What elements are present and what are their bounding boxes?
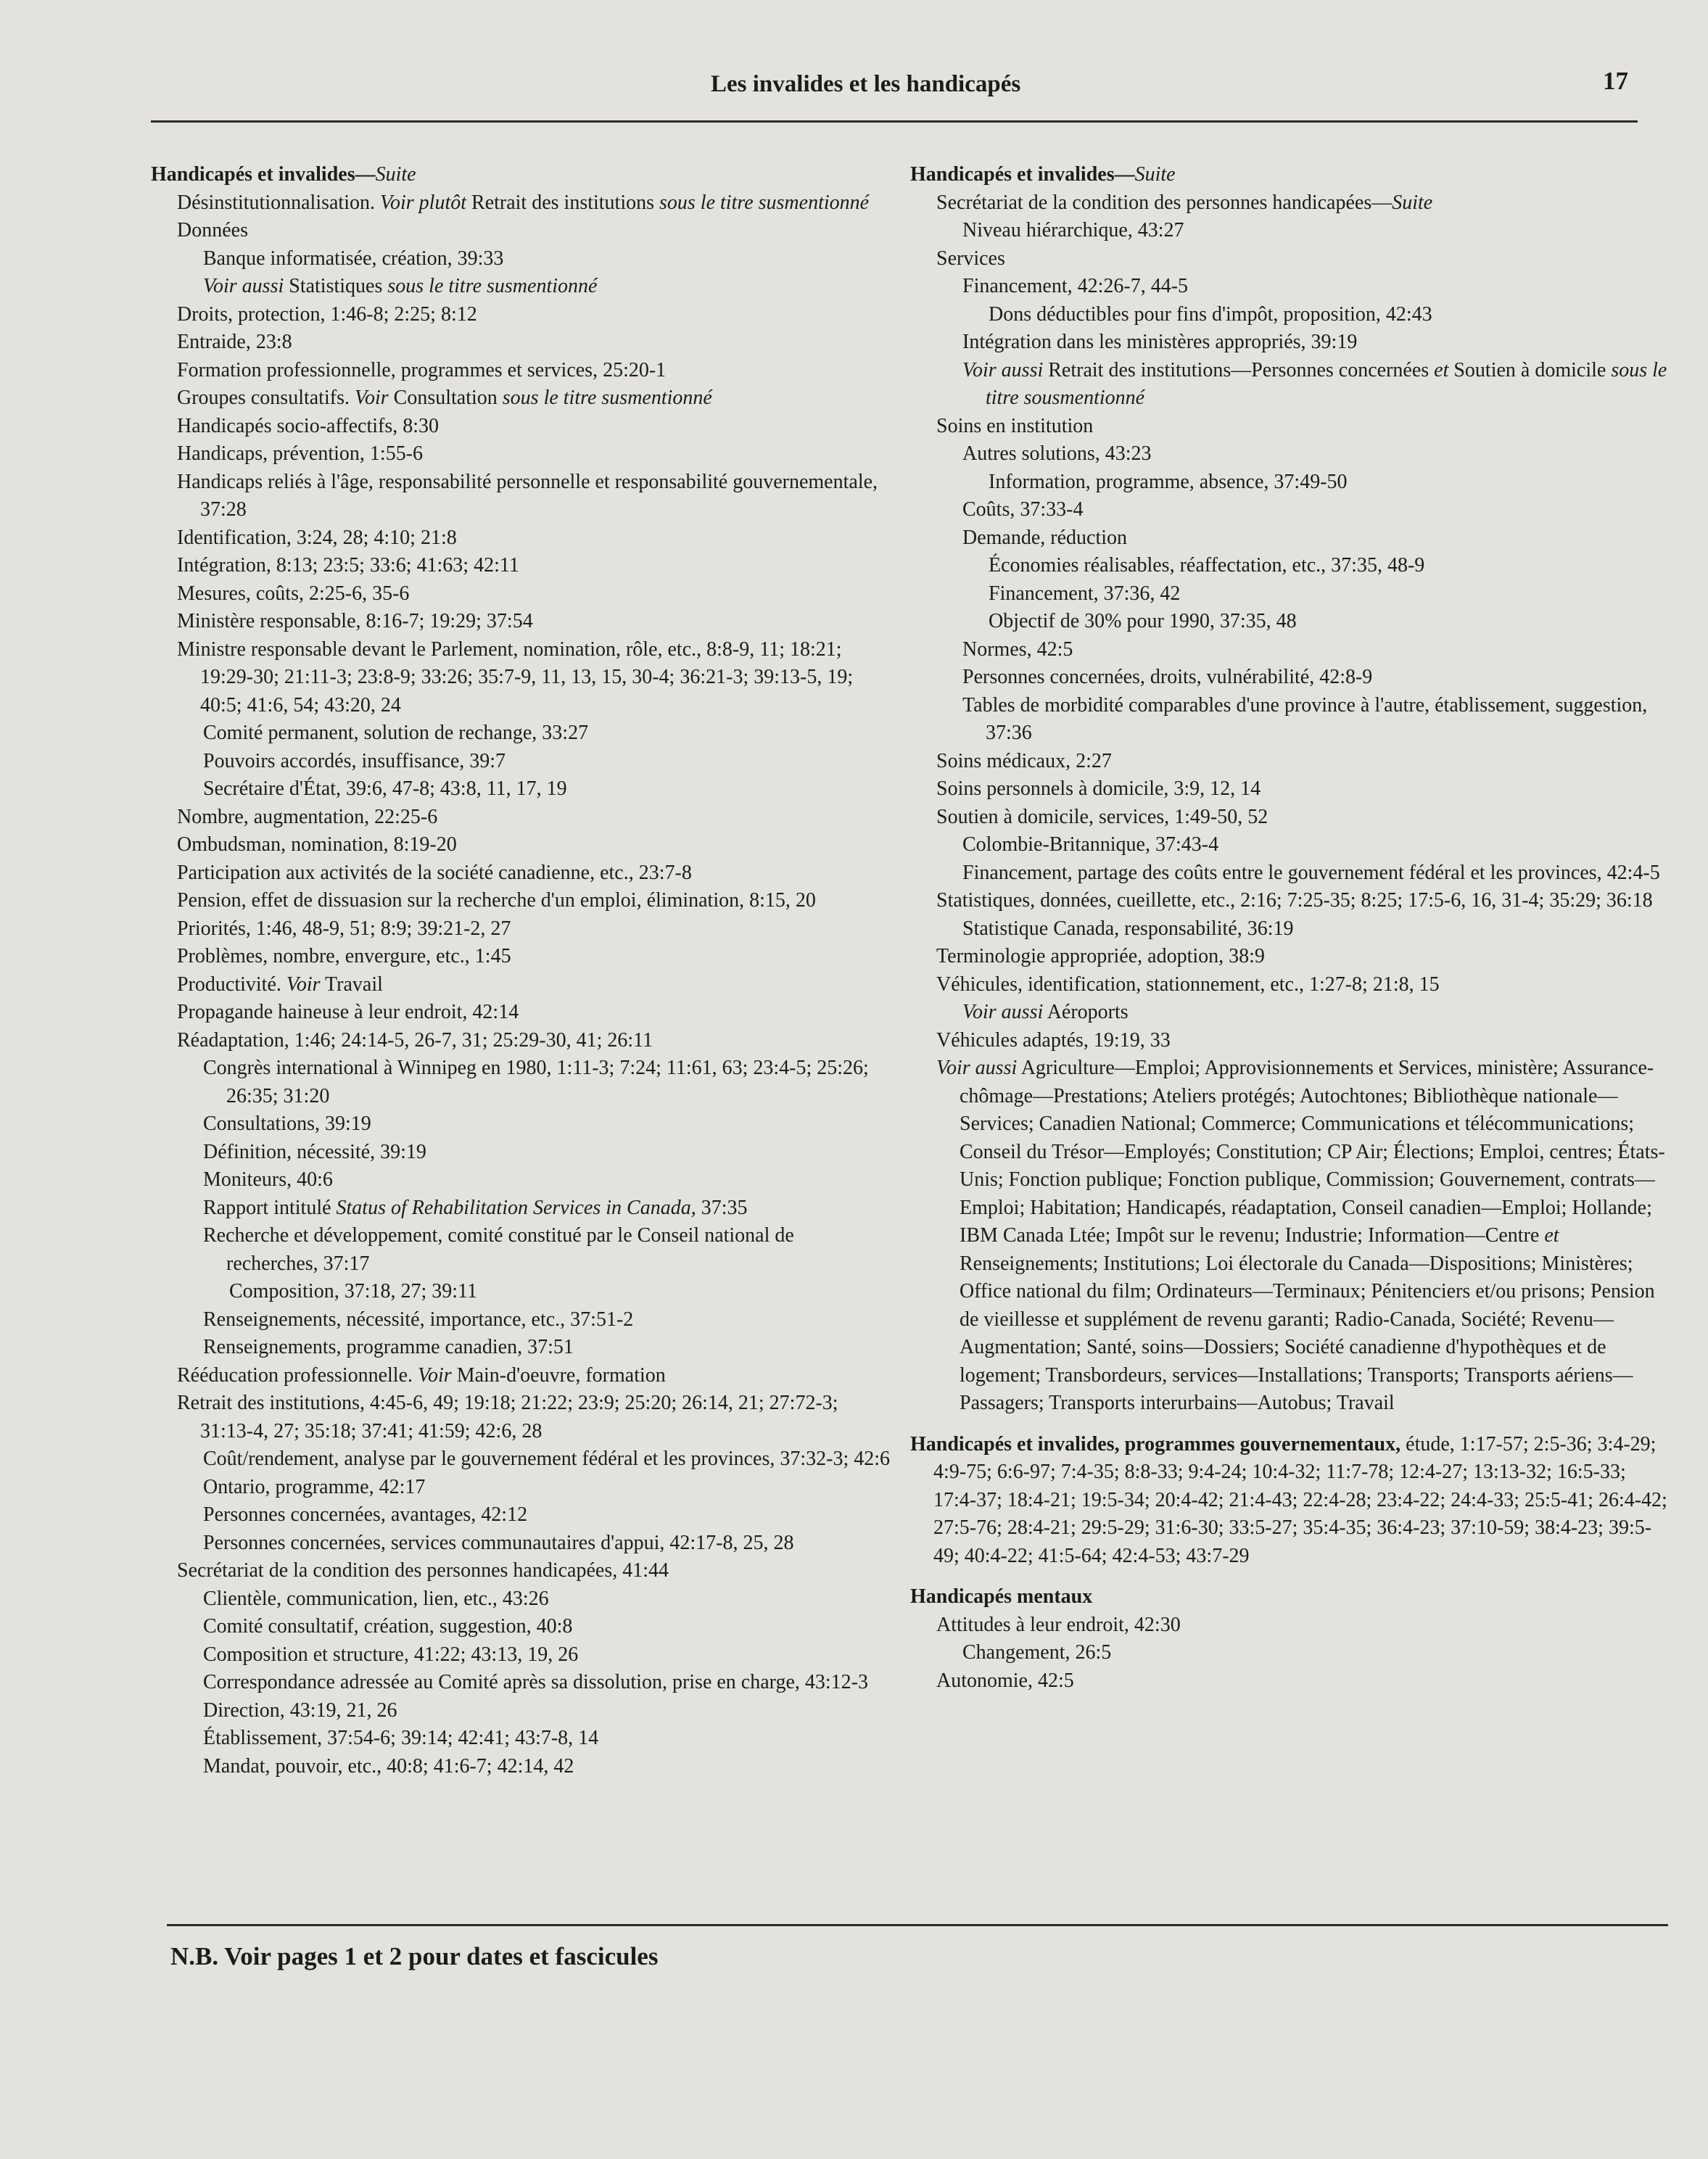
index-entry-text: Mandat, pouvoir, etc., 40:8; 41:6-7; 42:14, 42 (203, 1754, 574, 1778)
index-entry-text: Clientèle, communication, lien, etc., 43:26 (203, 1587, 549, 1610)
index-entry (151, 189, 891, 218)
index-entry (910, 524, 1668, 553)
index-entry-text: Établissement, 37:54-6; 39:14; 42:41; 43:7-8, 14 (203, 1727, 599, 1749)
index-entry-text: Ministre responsable devant le Parlement, nomination, rôle, etc., 8:8-9, 11; 18:21; 19:29-30; 21:11-3; 23:8-9; 33:26; 35:7-9, 11, 13, 15, 30-4; 36:21-3; 39:13-5, 19; 40:5; 41:6, 54; 43:20, 24 (177, 637, 854, 717)
index-entry (151, 357, 891, 385)
index-entry (151, 1725, 891, 1753)
index-entry-text: Véhicules adaptés, 19:19, 33 (936, 1028, 1171, 1052)
page-number: 17 (1603, 67, 1628, 95)
index-entry (151, 1222, 891, 1278)
index-entry-text: Ontario, programme, 42:17 (203, 1475, 426, 1498)
index-entry-text: Statistiques, données, cueillette, etc., 2:16; 7:25-35; 8:25; 17:5-6, 16, 31-4; 35:29; 36:18 (936, 889, 1653, 912)
index-entry (151, 1753, 891, 1781)
index-entry-text: Status of Rehabilitation Services in Canada, (336, 1196, 696, 1219)
index-entry (151, 580, 891, 608)
index-entry (151, 915, 891, 944)
index-entry-text: Définition, nécessité, 39:19 (203, 1140, 426, 1163)
index-entry (910, 943, 1668, 971)
index-entry-text: Problèmes, nombre, envergure, etc., 1:45 (177, 945, 511, 967)
index-entry (151, 943, 891, 971)
index-entry (910, 1054, 1668, 1418)
index-entry (151, 1530, 891, 1558)
index-entry-text: Normes, 42:5 (962, 637, 1073, 661)
index-entry (151, 245, 891, 273)
index-entry-text: Financement, partage des coûts entre le gouvernement fédéral et les provinces, 42:4-5 (962, 861, 1660, 884)
index-entry-text: Soutien à domicile (1448, 358, 1612, 381)
index-entry-text: Financement, 42:26-7, 44-5 (962, 275, 1189, 297)
index-entry (151, 1641, 891, 1669)
index-entry (151, 1501, 891, 1530)
index-entry (151, 636, 891, 720)
index-entry-text: sous le titre susmentionné (502, 387, 712, 409)
index-entry (151, 1166, 891, 1194)
index-entry (151, 804, 891, 832)
index-entry-text: Direction, 43:19, 21, 26 (203, 1698, 397, 1722)
index-entry-text: Droits, protection, 1:46-8; 2:25; 8:12 (177, 302, 477, 326)
index-entry-text: Voir aussi (203, 275, 284, 297)
index-entry (910, 971, 1668, 999)
index-entry (151, 1194, 891, 1223)
index-entry-text: Handicapés et invalides— (910, 163, 1135, 186)
index-entry (910, 608, 1668, 636)
index-entry-text: Ministère responsable, 8:16-7; 19:29; 37:54 (177, 610, 533, 632)
index-entry-text: Correspondance adressée au Comité après sa dissolution, prise en charge, 43:12-3 (203, 1671, 868, 1693)
index-entry-text: Renseignements, nécessité, importance, etc., 37:51-2 (203, 1308, 634, 1331)
index-entry-text: Pension, effet de dissuasion sur la recherche d'un emploi, élimination, 8:15, 20 (177, 889, 816, 912)
index-entry-text: Aéroports (1043, 1001, 1129, 1023)
index-entry (151, 1390, 891, 1445)
index-entry-text: Travail (320, 973, 383, 996)
index-entry (151, 440, 891, 468)
index-entry-text: Renseignements, programme canadien, 37:51 (203, 1336, 574, 1358)
index-entry-text: Soins médicaux, 2:27 (936, 749, 1112, 772)
index-entry-text: Suite (1392, 191, 1433, 214)
index-entry-text: Pouvoirs accordés, insuffisance, 39:7 (203, 749, 506, 772)
index-entry-text: Participation aux activités de la société canadienne, etc., 23:7-8 (177, 861, 692, 884)
index-entry-text: Banque informatisée, création, 39:33 (203, 247, 504, 270)
footer-rule (167, 1924, 1668, 1926)
index-entry (910, 468, 1668, 497)
index-entry-text: sous le titre susmentionné (659, 191, 870, 214)
index-entry (151, 413, 891, 441)
header-rule (151, 120, 1638, 123)
index-entry-text: et (1544, 1224, 1559, 1247)
index-entry-text: Consultations, 39:19 (203, 1112, 371, 1135)
index-entry (151, 971, 891, 999)
index-entry-text: Handicaps reliés à l'âge, responsabilité personnelle et responsabilité gouvernementale, 37:28 (177, 470, 878, 521)
index-entry (910, 1611, 1668, 1640)
index-entry (151, 468, 891, 524)
index-entry-text: Demande, réduction (962, 526, 1128, 549)
index-entry-text: Handicaps, prévention, 1:55-6 (177, 442, 424, 465)
index-entry-text: Mesures, coûts, 2:25-6, 35-6 (177, 582, 410, 605)
index-entry (910, 859, 1668, 888)
index-entry (910, 161, 1668, 189)
index-entry (910, 831, 1668, 859)
index-entry-text: Désinstitutionnalisation. (177, 191, 380, 214)
index-entry (910, 357, 1668, 413)
index-entry (910, 636, 1668, 664)
index-entry (151, 217, 891, 245)
index-entry-text: étude, 1:17-57; 2:5-36; 3:4-29; 4:9-75; 6:6-97; 7:4-35; 8:8-33; 9:4-24; 10:4-32; 11:7-78; 12:4-27; 13:13-32; 16:5-33; 17:4-37; 18:4-21; 19:5-34; 20:4-42; 21:4-43; 22:4-28; 23:4-22; 24:4-33; 25:5-41; 26:4-42; 27:5-76; 28:4-21; 29:5-29; 31:6-30; 33:5-27; 35:4-35; 36:4-23; 37:10-59; 38:4-23; 39:5-49; 40:4-22; 41:5-64; 42:4-53; 43:7-29 (933, 1432, 1667, 1567)
index-entry (910, 329, 1668, 357)
index-entry-text: Niveau hiérarchique, 43:27 (962, 219, 1184, 242)
index-entry (910, 1639, 1668, 1667)
index-entry-text: Voir (354, 387, 389, 409)
index-entry (910, 1027, 1668, 1055)
index-entry (910, 1667, 1668, 1696)
index-entry (151, 1474, 891, 1502)
index-entry-text: Voir aussi (962, 358, 1044, 381)
index-entry-text: Soutien à domicile, services, 1:49-50, 52 (936, 805, 1268, 828)
index-entry (910, 580, 1668, 608)
index-entry (151, 775, 891, 804)
index-entry (910, 217, 1668, 245)
index-entry (151, 1139, 891, 1167)
index-entry-text: Personnes concernées, avantages, 42:12 (203, 1503, 528, 1526)
index-entry-text: Autres solutions, 43:23 (962, 442, 1152, 465)
index-entry (151, 1585, 891, 1614)
index-entry-text: Réadaptation, 1:46; 24:14-5, 26-7, 31; 25:29-30, 41; 26:11 (177, 1028, 653, 1052)
index-entry (910, 1583, 1668, 1611)
index-entry-text: Rapport intitulé (203, 1196, 337, 1219)
index-entry (151, 1697, 891, 1725)
index-entry-text: Financement, 37:36, 42 (989, 582, 1181, 605)
index-entry-text: Propagande haineuse à leur endroit, 42:14 (177, 1001, 519, 1023)
index-entry-text: Changement, 26:5 (962, 1641, 1112, 1664)
index-entry (151, 859, 891, 888)
index-entry-text: Dons déductibles pour fins d'impôt, proposition, 42:43 (989, 302, 1432, 326)
index-entry (151, 1557, 891, 1585)
index-entry-text: Attitudes à leur endroit, 42:30 (936, 1613, 1181, 1636)
index-entry (910, 189, 1668, 218)
index-entry (151, 887, 891, 915)
index-entry (910, 887, 1668, 915)
index-entry-text: Voir plutôt (380, 191, 467, 214)
index-entry-text: Retrait des institutions—Personnes concernées (1043, 358, 1435, 381)
index-entry-text: Agriculture—Emploi; Approvisionnements et Services, ministère; Assurance- chômage—Prestations; Ateliers protégés; Autochtones; Bibliothèque nationale—Services; Canadien National; Commerce; Communications et télécommunications; Conseil du Trésor—Employés; Constitution; CP Air; Élections; Emploi, centres; États-Unis; Fonction publique; Fonction publique, Commission; Gouvernement, contrats—Emploi; Habitation; Handicapés, réadaptation, Conseil canadien—Emploi; Hollande; IBM Canada Ltée; Impôt sur le revenu; Industrie; Information—Centre (960, 1057, 1665, 1247)
index-entry-text: Recherche et développement, comité constitué par le Conseil national de recherches, 37:17 (203, 1224, 794, 1275)
footnote: N.B. Voir pages 1 et 2 pour dates et fascicules (170, 1942, 659, 1970)
index-entry-text: Coûts, 37:33-4 (962, 498, 1084, 521)
index-entry-text: Comité consultatif, création, suggestion, 40:8 (203, 1615, 573, 1638)
index-entry-text: Retrait des institutions (466, 191, 660, 214)
index-entry-text: Handicapés mentaux (910, 1585, 1093, 1608)
index-entry-text: Secrétaire d'État, 39:6, 47-8; 43:8, 11, 17, 19 (203, 777, 567, 800)
index-entry (151, 1278, 891, 1306)
index-entry (151, 1027, 891, 1055)
index-entry-text: Rééducation professionnelle. (177, 1363, 418, 1387)
index-entry-text: Voir aussi (962, 1001, 1044, 1023)
index-entry-text: Retrait des institutions, 4:45-6, 49; 19:18; 21:22; 23:9; 25:20; 26:14, 21; 27:72-3; 31:13-4, 27; 35:18; 37:41; 41:59; 42:6, 28 (177, 1392, 838, 1442)
index-entry (910, 440, 1668, 468)
index-entry-text: Statistique Canada, responsabilité, 36:19 (962, 917, 1294, 940)
index-entry (910, 664, 1668, 692)
index-entry-text: Intégration, 8:13; 23:5; 33:6; 41:63; 42:11 (177, 554, 519, 577)
index-entry-text: Soins personnels à domicile, 3:9, 12, 14 (936, 777, 1261, 800)
index-entry-text: et (1434, 358, 1449, 381)
index-entry-text: Composition, 37:18, 27; 39:11 (229, 1280, 477, 1303)
index-entry-text: Congrès international à Winnipeg en 1980, 1:11-3; 7:24; 11:61, 63; 23:4-5; 25:26; 26:35; 31:20 (203, 1057, 869, 1107)
index-entry-text: Handicapés et invalides, programmes gouvernementaux, (910, 1432, 1401, 1456)
index-entry (151, 999, 891, 1027)
index-entry-text: Main-d'oeuvre, formation (451, 1363, 666, 1387)
index-entry-text: Secrétariat de la condition des personnes handicapées, 41:44 (177, 1559, 669, 1582)
index-entry (151, 1054, 891, 1110)
index-entry-text: sous le titre susmentionné (387, 275, 598, 297)
index-entry (151, 524, 891, 553)
index-column-left (151, 161, 891, 1780)
index-entry (151, 161, 891, 189)
index-entry (151, 1445, 891, 1474)
index-entry-text: Colombie-Britannique, 37:43-4 (962, 833, 1219, 856)
index-entry-text: Moniteurs, 40:6 (203, 1168, 333, 1191)
index-entry-text: Information, programme, absence, 37:49-50 (989, 470, 1348, 493)
index-entry (910, 804, 1668, 832)
index-entry-text: Productivité. (177, 973, 286, 996)
index-entry (151, 301, 891, 329)
index-entry-text: Handicapés et invalides— (151, 163, 376, 186)
index-entry (910, 999, 1668, 1027)
index-entry-text: Services (936, 247, 1005, 270)
index-entry (151, 1362, 891, 1390)
index-entry-text: Secrétariat de la condition des personnes handicapées— (936, 191, 1393, 214)
index-entry (151, 1669, 891, 1697)
index-entry (151, 552, 891, 580)
index-entry-text: Composition et structure, 41:22; 43:13, 19, 26 (203, 1643, 579, 1666)
index-entry-text: Statistiques (284, 275, 388, 297)
index-entry-text: Identification, 3:24, 28; 4:10; 21:8 (177, 526, 457, 549)
index-entry-text: 37:35 (696, 1196, 748, 1219)
index-entry (910, 552, 1668, 580)
index-entry-text: Formation professionnelle, programmes et services, 25:20-1 (177, 358, 667, 381)
index-entry-text: sous le titre sousmentionné (986, 358, 1667, 409)
index-entry-text: Entraide, 23:8 (177, 331, 292, 353)
index-entry-text: Objectif de 30% pour 1990, 37:35, 48 (989, 610, 1297, 632)
index-entry (151, 384, 891, 413)
index-entry (151, 719, 891, 748)
index-entry-text: Priorités, 1:46, 48-9, 51; 8:9; 39:21-2, 27 (177, 917, 511, 940)
index-entry-text: Comité permanent, solution de rechange, 33:27 (203, 722, 589, 744)
index-entry-text: Coût/rendement, analyse par le gouvernement fédéral et les provinces, 37:32-3; 42:6 (203, 1448, 891, 1470)
index-entry (151, 1110, 891, 1139)
index-entry (910, 775, 1668, 804)
index-entry-text: Autonomie, 42:5 (936, 1669, 1074, 1692)
index-entry-text: Terminologie appropriée, adoption, 38:9 (936, 945, 1265, 967)
index-entry (910, 273, 1668, 301)
index-entry-text: Ombudsman, nomination, 8:19-20 (177, 833, 457, 856)
index-entry-text: Handicapés socio-affectifs, 8:30 (177, 414, 440, 437)
index-entry-text: Suite (375, 163, 416, 186)
index-entry (151, 608, 891, 636)
running-title: Les invalides et les handicapés (711, 71, 1021, 97)
index-entry (910, 496, 1668, 524)
index-entry-text: Véhicules, identification, stationnement, etc., 1:27-8; 21:8, 15 (936, 973, 1440, 996)
index-entry (151, 1306, 891, 1334)
index-entry-text: Voir aussi (936, 1057, 1018, 1079)
index-entry-text: Nombre, augmentation, 22:25-6 (177, 805, 438, 828)
index-column-right (910, 161, 1668, 1695)
index-entry-text: Voir (418, 1363, 452, 1387)
index-entry (151, 273, 891, 301)
index-entry (151, 329, 891, 357)
index-entry (910, 245, 1668, 273)
index-entry (151, 748, 891, 776)
index-entry-text: Renseignements; Institutions; Loi électorale du Canada—Dispositions; Ministères; Office national du film; Ordinateurs—Terminaux; Pénitenciers et/ou prisons; Pension de vieillesse et supplément de revenu garanti; Radio-Canada, Société; Revenu—Augmentation; Santé, soins—Dossiers; Société canadienne d'hypothèques et de logement; Transbordeurs, services—Installations; Transports; Transports aériens—Passagers; Transports interurbains—Autobus; Travail (960, 1252, 1655, 1414)
index-entry (910, 915, 1668, 944)
index-entry (151, 1613, 891, 1641)
index-entry-text: Tables de morbidité comparables d'une province à l'autre, établissement, suggestion, 37:36 (962, 693, 1648, 744)
index-entry-text: Consultation (388, 387, 503, 409)
index-entry-text: Données (177, 219, 248, 242)
index-entry-text: Suite (1134, 163, 1176, 186)
index-entry-text: Intégration dans les ministères appropriés, 39:19 (962, 331, 1358, 353)
index-entry-text: Personnes concernées, services communautaires d'appui, 42:17-8, 25, 28 (203, 1531, 794, 1554)
index-entry (910, 413, 1668, 441)
index-entry-text: Soins en institution (936, 414, 1094, 437)
index-entry-text: Voir (286, 973, 321, 996)
index-entry-text: Groupes consultatifs. (177, 387, 355, 409)
index-entry (910, 748, 1668, 776)
index-entry (910, 692, 1668, 748)
index-entry (910, 301, 1668, 329)
index-entry-text: Personnes concernées, droits, vulnérabilité, 42:8-9 (962, 666, 1373, 688)
index-entry-text: Économies réalisables, réaffectation, etc., 37:35, 48-9 (989, 554, 1425, 577)
index-entry (910, 1431, 1668, 1571)
index-entry (151, 831, 891, 859)
index-entry (151, 1334, 891, 1362)
